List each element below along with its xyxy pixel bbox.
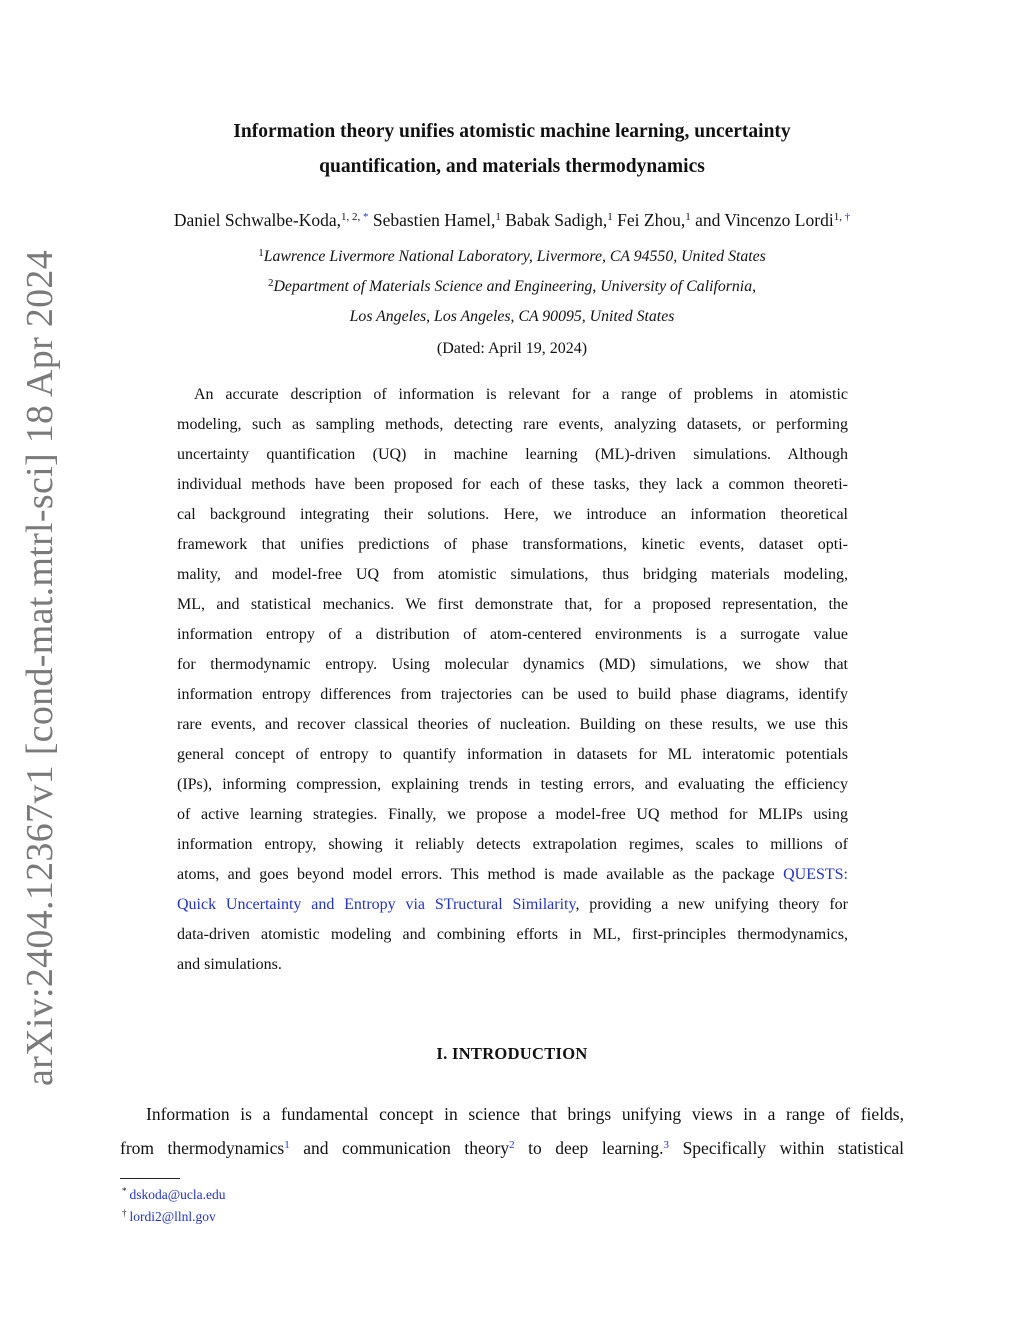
author-affil-sup: 1 <box>495 211 501 223</box>
abstract-line: mality, and model-free UQ from atomistic simulations, thus bridging materials modeling, <box>177 566 848 583</box>
author-affil-sup: 1 <box>685 211 691 223</box>
body-line <box>120 1131 904 1165</box>
affiliation-number: 2 <box>267 277 274 289</box>
body-text: from thermodynamics <box>120 1138 285 1158</box>
affiliation-text: Los Angeles, Los Angeles, CA 90095, United States <box>349 308 675 325</box>
footnote-2 <box>122 1208 216 1226</box>
quests-link[interactable]: QUESTS: <box>783 866 848 883</box>
title-line-1: Information theory unifies atomistic machine learning, uncertainty <box>233 121 791 142</box>
corresponding-mark-link[interactable]: † <box>844 211 851 223</box>
affiliation-text: Department of Materials Science and Engineering, University of California, <box>273 278 757 295</box>
author-affil-sup: 1, <box>833 211 845 223</box>
abstract-line: for thermodynamic entropy. Using molecular dynamics (MD) simulations, we show that <box>177 656 848 673</box>
body-line: Information is a fundamental concept in science that brings unifying views in a range of fields, <box>146 1104 904 1124</box>
affiliation-2 <box>120 277 904 297</box>
dated-line: (Dated: April 19, 2024) <box>436 340 588 357</box>
abstract-line: cal background integrating their solutions. Here, we introduce an information theoretical <box>177 506 848 523</box>
abstract-line: rare events, and recover classical theories of nucleation. Building on these results, we use this <box>177 716 848 733</box>
footnote-divider <box>120 1178 180 1179</box>
author-name: Fei Zhou, <box>617 210 686 230</box>
body-text: and communication theory <box>289 1138 510 1158</box>
author-affil-sup: 1 <box>607 211 613 223</box>
body-text: Specifically within statistical <box>669 1138 905 1158</box>
abstract-line: data-driven atomistic modeling and combining efforts in ML, first-principles thermodynamics, <box>177 926 848 943</box>
author-affil-sup: 1, 2, <box>340 211 363 223</box>
abstract-line: general concept of entropy to quantify information in datasets for ML interatomic potentials <box>177 746 848 763</box>
abstract-text: atoms, and goes beyond model errors. This method is made available as the package <box>177 866 784 883</box>
affiliation-1 <box>120 247 904 267</box>
footnote-mark: * <box>122 1186 127 1196</box>
paper-title <box>150 114 874 184</box>
reference-link[interactable]: 2 <box>509 1139 515 1151</box>
abstract-line: An accurate description of information is relevant for a range of problems in atomistic <box>194 386 848 403</box>
abstract-line: ML, and statistical mechanics. We first demonstrate that, for a proposed representation, the <box>177 596 848 613</box>
reference-link[interactable]: 3 <box>663 1139 670 1151</box>
title-line-2: quantification, and materials thermodynamics <box>319 156 705 177</box>
introduction-body <box>120 1097 904 1165</box>
footnote-1 <box>122 1186 226 1204</box>
abstract-line: (IPs), informing compression, explaining trends in testing errors, and evaluating the efficiency <box>177 776 848 793</box>
affiliation-number: 1 <box>258 247 264 259</box>
abstract-line <box>177 860 848 890</box>
reference-link[interactable]: 1 <box>284 1139 290 1151</box>
abstract-line: and simulations. <box>177 956 282 973</box>
author-name: Sebastien Hamel, <box>372 210 496 230</box>
author-name: and Vincenzo Lordi <box>695 210 834 230</box>
footnote-mark: † <box>122 1208 127 1218</box>
abstract-line: uncertainty quantification (UQ) in machine learning (ML)-driven simulations. Although <box>177 446 848 463</box>
quests-link-continued[interactable]: Quick Uncertainty and Entropy via STructural Similarity <box>177 896 576 913</box>
abstract-line: information entropy of a distribution of atom-centered environments is a surrogate value <box>177 626 848 643</box>
arxiv-identifier: arXiv:2404.12367v1 [cond-mat.mtrl-sci] 18 Apr 2024 <box>19 249 61 1087</box>
author-name: Babak Sadigh, <box>505 210 608 230</box>
email-link[interactable]: dskoda@ucla.edu <box>129 1187 226 1202</box>
abstract-line <box>177 890 848 920</box>
affiliation-2-continued <box>120 307 904 327</box>
abstract-line: information entropy differences from trajectories can be used to build phase diagrams, identify <box>177 686 848 703</box>
abstract-line: individual methods have been proposed for each of these tasks, they lack a common theoreti- <box>177 476 848 493</box>
section-heading-introduction: I. INTRODUCTION <box>436 1044 588 1063</box>
affiliation-text: Lawrence Livermore National Laboratory, Livermore, CA 94550, United States <box>263 248 766 265</box>
abstract-line: of active learning strategies. Finally, we propose a model-free UQ method for MLIPs using <box>177 806 848 823</box>
author-name: Daniel Schwalbe-Koda, <box>173 210 341 230</box>
email-link[interactable]: lordi2@llnl.gov <box>129 1209 216 1224</box>
abstract-line: information entropy, showing it reliably detects extrapolation regimes, scales to millions of <box>177 836 848 853</box>
abstract-text: , providing a new unifying theory for <box>575 896 848 913</box>
abstract <box>177 380 848 980</box>
author-list <box>80 208 944 232</box>
abstract-line: modeling, such as sampling methods, detecting rare events, analyzing datasets, or performing <box>177 416 848 433</box>
corresponding-mark-link[interactable]: * <box>362 211 369 223</box>
abstract-line: framework that unifies predictions of phase transformations, kinetic events, dataset opti- <box>177 536 848 553</box>
body-text: to deep learning. <box>514 1138 664 1158</box>
